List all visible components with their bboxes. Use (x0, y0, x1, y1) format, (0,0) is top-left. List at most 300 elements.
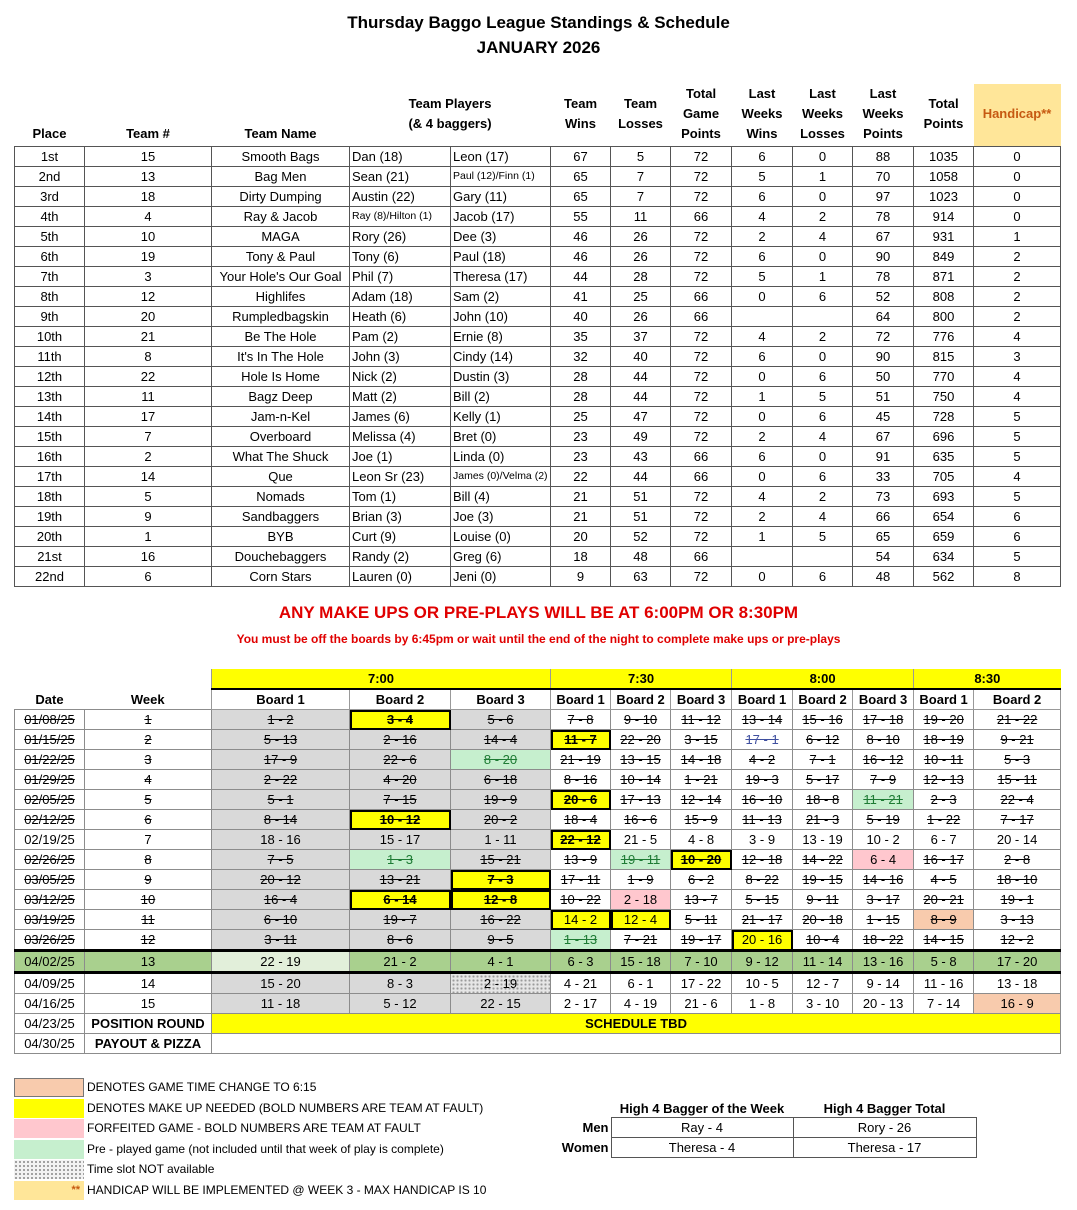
slot-spacer-2 (85, 669, 212, 689)
schedule-week: 3 (85, 750, 212, 770)
high-bagger-table (552, 1099, 977, 1158)
schedule-game: 14 - 16 (853, 870, 914, 890)
schedule-date: 03/26/25 (15, 930, 85, 951)
standings-total-game-points: 66 (671, 547, 732, 567)
standings-last-weeks-points: 64 (853, 307, 914, 327)
schedule-row (15, 710, 1061, 730)
standings-total-game-points: 72 (671, 147, 732, 167)
schedule-game: 19 - 20 (914, 710, 974, 730)
standings-last-weeks-points: 52 (853, 287, 914, 307)
standings-handicap: 4 (974, 387, 1061, 407)
standings-team-name: Douchebaggers (212, 547, 350, 567)
schedule-row (15, 973, 1061, 994)
standings-team-losses: 52 (611, 527, 671, 547)
schedule-row (15, 930, 1061, 951)
standings-total-points: 750 (914, 387, 974, 407)
schedule-game: 12 - 8 (451, 890, 551, 910)
standings-place: 13th (15, 387, 85, 407)
schedule-week: 12 (85, 930, 212, 951)
schedule-date: 01/22/25 (15, 750, 85, 770)
standings-last-weeks-wins: 4 (732, 487, 793, 507)
standings-team-number: 16 (85, 547, 212, 567)
standings-team-name: Your Hole's Our Goal (212, 267, 350, 287)
schedule-game: 13 - 15 (611, 750, 671, 770)
standings-player-2: Jeni (0) (451, 567, 551, 587)
schedule-game: 18 - 16 (212, 830, 350, 850)
schedule-game: 3 - 17 (853, 890, 914, 910)
standings-last-weeks-wins: 0 (732, 567, 793, 587)
schedule-game: 1 - 2 (212, 710, 350, 730)
standings-total-points: 654 (914, 507, 974, 527)
schedule-game: 8 - 22 (732, 870, 793, 890)
schedule-game: 14 - 22 (793, 850, 853, 870)
standings-total-points: 770 (914, 367, 974, 387)
schedule-game: 5 - 8 (914, 951, 974, 973)
standings-team-name: Dirty Dumping (212, 187, 350, 207)
schedule-game: 16 - 12 (853, 750, 914, 770)
schedule-game: 19 - 9 (451, 790, 551, 810)
header-lwl-line1: Last (809, 86, 836, 101)
board-header: Board 2 (974, 689, 1061, 710)
board-header: Board 2 (611, 689, 671, 710)
schedule-game: 12 - 14 (671, 790, 732, 810)
schedule-game: 16 - 9 (974, 994, 1061, 1014)
standings-team-wins: 21 (551, 487, 611, 507)
schedule-game: 5 - 17 (793, 770, 853, 790)
standings-last-weeks-losses: 0 (793, 187, 853, 207)
header-lwp-line1: Last (869, 86, 897, 101)
header-losses-line2: Losses (618, 116, 663, 131)
standings-row (15, 227, 1061, 247)
standings-last-weeks-wins: 4 (732, 207, 793, 227)
standings-last-weeks-wins: 1 (732, 527, 793, 547)
standings-team-name: BYB (212, 527, 350, 547)
schedule-game: 16 - 22 (451, 910, 551, 930)
schedule-row (15, 730, 1061, 750)
schedule-game: 7 - 5 (212, 850, 350, 870)
schedule-row (15, 750, 1061, 770)
schedule-table (14, 669, 1061, 1054)
standings-last-weeks-points: 33 (853, 467, 914, 487)
standings-total-game-points: 72 (671, 527, 732, 547)
standings-row (15, 187, 1061, 207)
standings-player-2: John (10) (451, 307, 551, 327)
schedule-game: 19 - 1 (974, 890, 1061, 910)
header-lww-line2: Weeks (741, 106, 783, 121)
schedule-date: 02/05/25 (15, 790, 85, 810)
standings-last-weeks-points: 67 (853, 227, 914, 247)
standings-team-losses: 40 (611, 347, 671, 367)
standings-player-1: Leon Sr (23) (350, 467, 451, 487)
header-gp-line2: Game (682, 106, 720, 121)
standings-handicap: 2 (974, 247, 1061, 267)
standings-row (15, 327, 1061, 347)
schedule-game: 11 - 12 (671, 710, 732, 730)
standings-total-game-points: 72 (671, 227, 732, 247)
standings-team-name: What The Shuck (212, 447, 350, 467)
board-header: Board 3 (451, 689, 551, 710)
high-bagger-women-week: Theresa - 4 (611, 1138, 793, 1158)
standings-team-losses: 51 (611, 507, 671, 527)
standings-handicap: 6 (974, 507, 1061, 527)
standings-team-number: 7 (85, 427, 212, 447)
standings-player-1: Pam (2) (350, 327, 451, 347)
standings-last-weeks-losses: 2 (793, 487, 853, 507)
standings-team-name: Sandbaggers (212, 507, 350, 527)
standings-handicap: 0 (974, 207, 1061, 227)
high-bagger-men-label: Men (582, 1120, 609, 1135)
standings-team-number: 12 (85, 287, 212, 307)
header-last-weeks-losses (793, 84, 853, 147)
schedule-game: 20 - 13 (853, 994, 914, 1014)
standings-team-losses: 7 (611, 187, 671, 207)
standings-total-game-points: 72 (671, 327, 732, 347)
schedule-game: 5 - 19 (853, 810, 914, 830)
schedule-game: 5 - 6 (451, 710, 551, 730)
schedule-special-text (212, 1034, 1061, 1054)
schedule-game: 12 - 7 (793, 973, 853, 994)
standings-total-points: 808 (914, 287, 974, 307)
standings-row (15, 547, 1061, 567)
schedule-game: 12 - 18 (732, 850, 793, 870)
standings-last-weeks-points: 91 (853, 447, 914, 467)
standings-player-2: Bret (0) (451, 427, 551, 447)
header-date: Date (35, 691, 64, 707)
standings-last-weeks-losses: 0 (793, 247, 853, 267)
schedule-date: 01/29/25 (15, 770, 85, 790)
board-header: Board 1 (732, 689, 793, 710)
schedule-game: 10 - 2 (853, 830, 914, 850)
standings-team-number: 1 (85, 527, 212, 547)
schedule-game: 6 - 18 (451, 770, 551, 790)
schedule-game: 4 - 8 (671, 830, 732, 850)
standings-place: 21st (15, 547, 85, 567)
board-header: Board 2 (793, 689, 853, 710)
standings-total-game-points: 66 (671, 447, 732, 467)
schedule-row (15, 770, 1061, 790)
schedule-date: 02/19/25 (15, 830, 85, 850)
legend-swatch (14, 1160, 84, 1179)
standings-total-points: 693 (914, 487, 974, 507)
standings-team-name: Bag Men (212, 167, 350, 187)
schedule-game: 6 - 4 (853, 850, 914, 870)
standings-last-weeks-losses: 6 (793, 467, 853, 487)
slot-800: 8:00 (732, 669, 914, 689)
schedule-game: 4 - 21 (551, 973, 611, 994)
makeup-subnotice: You must be off the boards by 6:45pm or wait until the end of the night to complete make ups or pre-plays (236, 632, 841, 646)
page-title: Thursday Baggo League Standings & Schedule (347, 13, 730, 32)
standings-player-1: Sean (21) (350, 167, 451, 187)
standings-place: 11th (15, 347, 85, 367)
schedule-date: 01/15/25 (15, 730, 85, 750)
schedule-game: 3 - 13 (974, 910, 1061, 930)
standings-team-losses: 63 (611, 567, 671, 587)
standings-last-weeks-losses (793, 547, 853, 567)
standings-player-2: Greg (6) (451, 547, 551, 567)
legend-swatch (14, 1140, 84, 1159)
header-team-losses (611, 84, 671, 147)
legend-item (14, 1077, 554, 1097)
schedule-game: 11 - 21 (853, 790, 914, 810)
schedule-game: 8 - 20 (451, 750, 551, 770)
schedule-week: 5 (85, 790, 212, 810)
standings-body (15, 147, 1061, 587)
board-header: Board 2 (350, 689, 451, 710)
standings-player-1: Heath (6) (350, 307, 451, 327)
standings-last-weeks-points: 73 (853, 487, 914, 507)
standings-team-name: Rumpledbagskin (212, 307, 350, 327)
standings-total-points: 634 (914, 547, 974, 567)
schedule-game: 16 - 6 (611, 810, 671, 830)
standings-place: 14th (15, 407, 85, 427)
board-header: Board 1 (551, 689, 611, 710)
schedule-game: 6 - 2 (671, 870, 732, 890)
standings-team-losses: 7 (611, 167, 671, 187)
schedule-week: 6 (85, 810, 212, 830)
schedule-game: 21 - 2 (350, 951, 451, 973)
schedule-game: 15 - 17 (350, 830, 451, 850)
standings-team-losses: 26 (611, 307, 671, 327)
standings-last-weeks-losses: 4 (793, 427, 853, 447)
standings-total-points: 849 (914, 247, 974, 267)
schedule-game: 21 - 17 (732, 910, 793, 930)
high-bagger-women-label: Women (561, 1140, 609, 1155)
standings-team-wins: 55 (551, 207, 611, 227)
standings-player-1: Rory (26) (350, 227, 451, 247)
standings-team-losses: 47 (611, 407, 671, 427)
schedule-week: 10 (85, 890, 212, 910)
legend-text: Pre - played game (not included until that week of play is complete) (87, 1141, 444, 1156)
standings-last-weeks-points: 66 (853, 507, 914, 527)
schedule-game: 7 - 8 (551, 710, 611, 730)
schedule-game: 3 - 11 (212, 930, 350, 951)
schedule-game: 6 - 12 (793, 730, 853, 750)
schedule-date: 04/09/25 (15, 973, 85, 994)
schedule-special-label: POSITION ROUND (85, 1014, 212, 1034)
header-lwp-line2: Weeks (862, 106, 904, 121)
standings-player-1: John (3) (350, 347, 451, 367)
standings-team-number: 13 (85, 167, 212, 187)
schedule-game: 20 - 2 (451, 810, 551, 830)
standings-handicap: 2 (974, 267, 1061, 287)
schedule-game: 17 - 20 (974, 951, 1061, 973)
standings-handicap: 2 (974, 307, 1061, 327)
schedule-game: 12 - 2 (974, 930, 1061, 951)
schedule-game: 20 - 12 (212, 870, 350, 890)
schedule-game: 21 - 5 (611, 830, 671, 850)
schedule-game: 8 - 10 (853, 730, 914, 750)
legend-text: Time slot NOT available (87, 1162, 215, 1177)
standings-total-points: 1035 (914, 147, 974, 167)
standings-last-weeks-losses: 1 (793, 267, 853, 287)
schedule-row (15, 830, 1061, 850)
standings-total-game-points: 72 (671, 567, 732, 587)
schedule-game: 3 - 10 (793, 994, 853, 1014)
standings-team-losses: 11 (611, 207, 671, 227)
page-subtitle-month: JANUARY 2026 (476, 38, 601, 57)
high-bagger-week-header: High 4 Bagger of the Week (619, 1100, 785, 1116)
schedule-game: 10 - 4 (793, 930, 853, 951)
standings-team-name: It's In The Hole (212, 347, 350, 367)
header-team-wins (551, 84, 611, 147)
legend-swatch (14, 1119, 84, 1138)
schedule-game: 15 - 21 (451, 850, 551, 870)
schedule-game: 9 - 12 (732, 951, 793, 973)
standings-last-weeks-losses: 1 (793, 167, 853, 187)
slot-700: 7:00 (212, 669, 551, 689)
schedule-game: 2 - 19 (451, 973, 551, 994)
schedule-date: 04/16/25 (15, 994, 85, 1014)
standings-last-weeks-wins: 6 (732, 247, 793, 267)
standings-last-weeks-wins: 0 (732, 467, 793, 487)
standings-last-weeks-points: 48 (853, 567, 914, 587)
schedule-game: 13 - 21 (350, 870, 451, 890)
schedule-game: 9 - 10 (611, 710, 671, 730)
standings-total-points: 1058 (914, 167, 974, 187)
header-players-line2: (& 4 baggers) (408, 116, 492, 131)
board-header: Board 3 (671, 689, 732, 710)
standings-last-weeks-points: 78 (853, 267, 914, 287)
legend-text: DENOTES MAKE UP NEEDED (BOLD NUMBERS ARE TEAM AT FAULT) (87, 1100, 484, 1115)
schedule-row (15, 810, 1061, 830)
schedule-game: 18 - 19 (914, 730, 974, 750)
standings-row (15, 527, 1061, 547)
schedule-game: 1 - 13 (551, 930, 611, 951)
standings-team-wins: 22 (551, 467, 611, 487)
standings-team-wins: 21 (551, 507, 611, 527)
standings-total-game-points: 66 (671, 287, 732, 307)
board-header: Board 1 (212, 689, 350, 710)
standings-team-name: Overboard (212, 427, 350, 447)
schedule-game: 7 - 3 (451, 870, 551, 890)
standings-row (15, 267, 1061, 287)
standings-row (15, 507, 1061, 527)
standings-last-weeks-losses: 5 (793, 387, 853, 407)
standings-total-game-points: 72 (671, 367, 732, 387)
schedule-week: 4 (85, 770, 212, 790)
standings-last-weeks-wins: 2 (732, 227, 793, 247)
standings-player-2: Joe (3) (451, 507, 551, 527)
schedule-game: 13 - 9 (551, 850, 611, 870)
schedule-game: 1 - 3 (350, 850, 451, 870)
standings-player-1: Dan (18) (350, 147, 451, 167)
schedule-game: 5 - 11 (671, 910, 732, 930)
standings-team-name: MAGA (212, 227, 350, 247)
standings-team-losses: 44 (611, 467, 671, 487)
header-lwl-line3: Losses (800, 126, 845, 141)
schedule-game: 17 - 9 (212, 750, 350, 770)
standings-place: 17th (15, 467, 85, 487)
schedule-week: 9 (85, 870, 212, 890)
standings-handicap: 4 (974, 327, 1061, 347)
schedule-row (15, 850, 1061, 870)
standings-place: 10th (15, 327, 85, 347)
schedule-game: 11 - 18 (212, 994, 350, 1014)
schedule-game: 4 - 19 (611, 994, 671, 1014)
standings-team-name: Be The Hole (212, 327, 350, 347)
schedule-game: 4 - 2 (732, 750, 793, 770)
legend-text: FORFEITED GAME - BOLD NUMBERS ARE TEAM AT FAULT (87, 1121, 421, 1136)
standings-place: 12th (15, 367, 85, 387)
schedule-game: 14 - 15 (914, 930, 974, 951)
standings-player-1: James (6) (350, 407, 451, 427)
standings-total-points: 562 (914, 567, 974, 587)
schedule-game: 20 - 14 (974, 830, 1061, 850)
header-lwp-line3: Points (863, 126, 903, 141)
standings-last-weeks-wins: 0 (732, 407, 793, 427)
standings-player-1: Melissa (4) (350, 427, 451, 447)
header-lww-line1: Last (748, 86, 776, 101)
standings-player-2: Dustin (3) (451, 367, 551, 387)
standings-team-wins: 28 (551, 387, 611, 407)
schedule-game: 17 - 1 (732, 730, 793, 750)
schedule-row (15, 951, 1061, 973)
schedule-date: 03/12/25 (15, 890, 85, 910)
schedule-game: 21 - 22 (974, 710, 1061, 730)
standings-total-game-points: 72 (671, 507, 732, 527)
standings-player-1: Ray (8)/Hilton (1) (350, 207, 451, 227)
standings-team-losses: 44 (611, 367, 671, 387)
header-losses-line1: Team (624, 96, 658, 111)
standings-last-weeks-wins: 5 (732, 167, 793, 187)
schedule-week: 15 (85, 994, 212, 1014)
standings-player-2: Linda (0) (451, 447, 551, 467)
standings-team-wins: 65 (551, 187, 611, 207)
standings-player-1: Adam (18) (350, 287, 451, 307)
schedule-game: 1 - 21 (671, 770, 732, 790)
standings-last-weeks-wins: 4 (732, 327, 793, 347)
standings-last-weeks-losses: 2 (793, 327, 853, 347)
schedule-week: 8 (85, 850, 212, 870)
standings-team-wins: 44 (551, 267, 611, 287)
schedule-game: 7 - 15 (350, 790, 451, 810)
standings-team-number: 22 (85, 367, 212, 387)
standings-team-number: 3 (85, 267, 212, 287)
standings-player-2: Gary (11) (451, 187, 551, 207)
schedule-date: 02/26/25 (15, 850, 85, 870)
standings-row (15, 147, 1061, 167)
schedule-game: 21 - 3 (793, 810, 853, 830)
standings-row (15, 467, 1061, 487)
standings-last-weeks-losses: 0 (793, 347, 853, 367)
schedule-row (15, 890, 1061, 910)
standings-row (15, 447, 1061, 467)
schedule-row (15, 790, 1061, 810)
schedule-game: 7 - 1 (793, 750, 853, 770)
standings-last-weeks-losses: 6 (793, 407, 853, 427)
schedule-game: 5 - 12 (350, 994, 451, 1014)
standings-table (14, 84, 1061, 587)
board-header: Board 3 (853, 689, 914, 710)
schedule-game: 19 - 7 (350, 910, 451, 930)
schedule-game: 4 - 20 (350, 770, 451, 790)
schedule-game: 1 - 15 (853, 910, 914, 930)
schedule-game: 5 - 1 (212, 790, 350, 810)
standings-last-weeks-points: 51 (853, 387, 914, 407)
legend-item (14, 1159, 554, 1179)
standings-last-weeks-losses (793, 307, 853, 327)
standings-team-wins: 32 (551, 347, 611, 367)
schedule-game: 20 - 16 (732, 930, 793, 951)
schedule-game: 18 - 4 (551, 810, 611, 830)
standings-player-2: Sam (2) (451, 287, 551, 307)
standings-row (15, 387, 1061, 407)
standings-place: 4th (15, 207, 85, 227)
standings-team-number: 17 (85, 407, 212, 427)
schedule-game: 8 - 3 (350, 973, 451, 994)
standings-team-name: Hole Is Home (212, 367, 350, 387)
standings-team-wins: 67 (551, 147, 611, 167)
